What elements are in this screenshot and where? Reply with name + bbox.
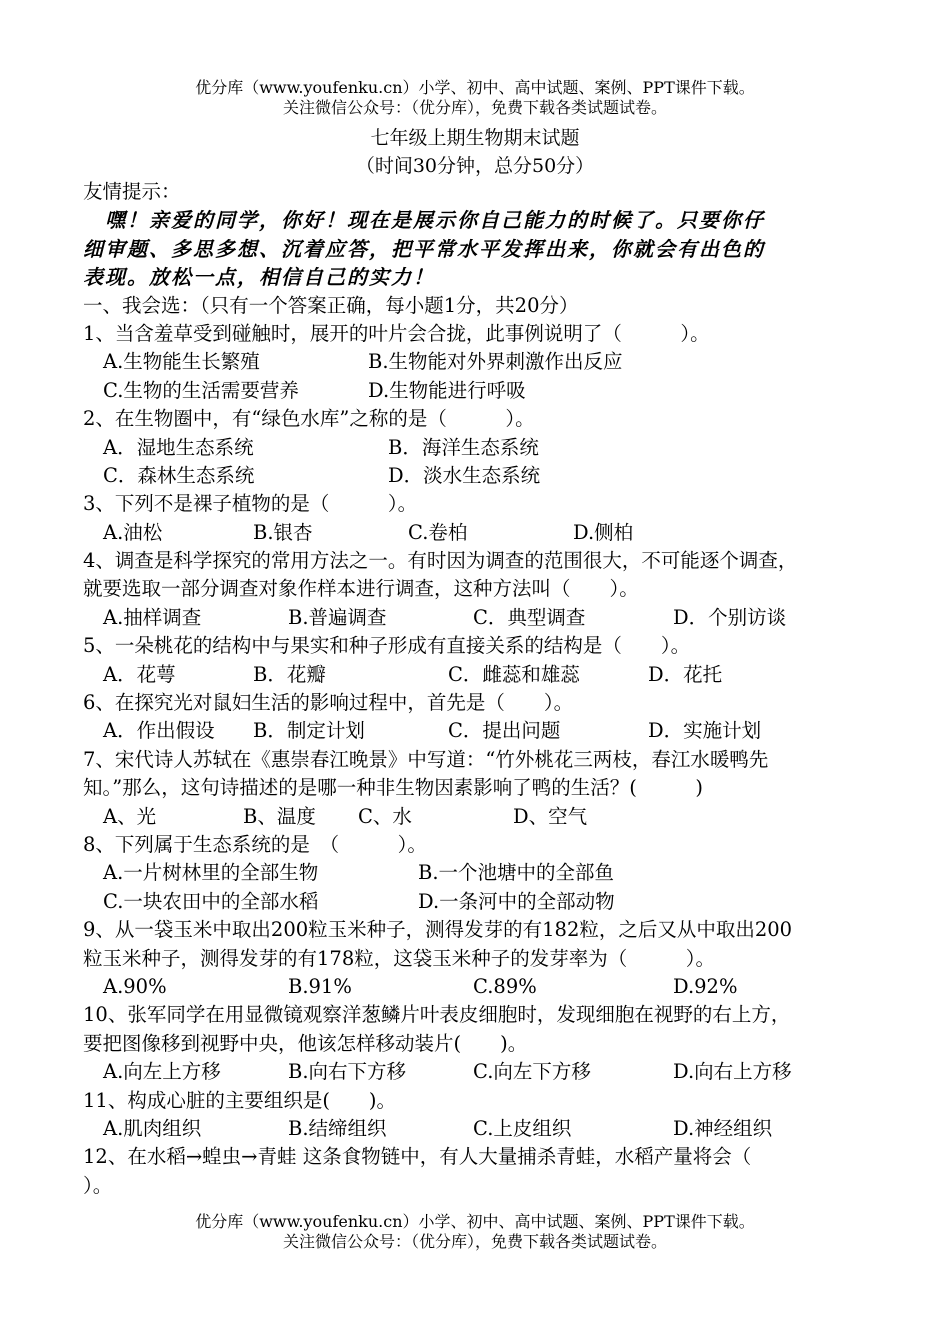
answer-option: D.侧柏 (573, 520, 634, 544)
answer-option: C.向左下方移 (473, 1060, 591, 1084)
answer-option: C．森林生态系统 (103, 463, 255, 487)
footer-line-1: 优分库（www.youfenku.cn）小学、初中、高中试题、案例、PPT课件下载。 (195, 1212, 755, 1231)
answer-option: C.89% (473, 974, 537, 998)
question-7 (83, 746, 883, 831)
question-text: 12、在水稻→蝗虫→青蛙 这条食物链中，有人大量捕杀青蛙，水稻产量将会（ (83, 1145, 752, 1169)
exam-subtitle: （时间30分钟，总分50分） (355, 155, 595, 177)
question-text: 10、张军同学在用显微镜观察洋葱鳞片叶表皮细胞时，发现细胞在视野的右上方， (83, 1003, 791, 1027)
option-row (83, 888, 883, 916)
option-row (83, 519, 883, 547)
answer-option: C.生物的生活需要营养 (103, 378, 299, 402)
answer-option: B.普遍调查 (288, 605, 387, 629)
question-8 (83, 831, 883, 916)
answer-option: A.生物能生长繁殖 (103, 350, 260, 374)
answer-option: C．雌蕊和雄蕊 (448, 662, 580, 686)
answer-option: C、水 (358, 804, 412, 828)
answer-option: D．淡水生态系统 (388, 463, 541, 487)
header-line-1: 优分库（www.youfenku.cn）小学、初中、高中试题、案例、PPT课件下载。 (195, 78, 755, 97)
header-line-2: 关注微信公众号：（优分库），免费下载各类试题试卷。 (282, 98, 667, 117)
option-row (83, 661, 883, 689)
question-text: 11、构成心脏的主要组织是( )。 (83, 1088, 397, 1112)
question-9 (83, 916, 883, 1001)
option-row (83, 803, 883, 831)
question-text: 就要选取一部分调查对象作样本进行调查，这种方法叫（ ）。 (83, 577, 639, 601)
question-text: 1、当含羞草受到碰触时，展开的叶片会合拢，此事例说明了（ ）。 (83, 321, 710, 345)
answer-option: D.92% (673, 974, 738, 998)
question-3 (83, 490, 883, 547)
answer-option: B.生物能对外界刺激作出反应 (368, 350, 623, 374)
answer-option: C.一块农田中的全部水稻 (103, 889, 319, 913)
answer-option: B．海洋生态系统 (388, 435, 539, 459)
answer-option: D.一条河中的全部动物 (418, 889, 615, 913)
question-4 (83, 547, 883, 632)
tip-line-3: 表现。放松一点，相信自己的实力！ (83, 265, 435, 290)
option-row (83, 604, 883, 632)
answer-option: A.向左上方移 (103, 1060, 221, 1084)
answer-option: D．花托 (648, 662, 723, 686)
question-5 (83, 632, 883, 689)
answer-option: A.90% (103, 974, 167, 998)
page-footer (0, 1212, 950, 1252)
answer-option: A．作出假设 (103, 719, 215, 743)
question-2 (83, 405, 883, 490)
option-row (83, 1058, 883, 1086)
question-text: 4、调查是科学探究的常用方法之一。有时因为调查的范围很大，不可能逐个调查， (83, 549, 798, 573)
answer-option: B.银杏 (253, 520, 313, 544)
question-list (83, 320, 883, 1200)
answer-option: C.卷柏 (408, 520, 468, 544)
answer-option: A、光 (103, 804, 157, 828)
answer-option: A．花萼 (103, 662, 176, 686)
tip-line-2: 细审题、多思多想、沉着应答，把平常水平发挥出来，你就会有出色的 (83, 236, 765, 261)
answer-option: B、温度 (243, 804, 316, 828)
answer-option: A.肌肉组织 (103, 1116, 202, 1140)
answer-option: D.向右上方移 (673, 1060, 792, 1084)
section-heading: 一、我会选：（只有一个答案正确，每小题1分，共20分） (83, 293, 579, 317)
answer-option: C．典型调查 (473, 605, 586, 629)
tip-label: 友情提示： (83, 180, 181, 203)
question-12 (83, 1143, 883, 1200)
answer-option: B.91% (288, 974, 352, 998)
answer-option: B．花瓣 (253, 662, 326, 686)
answer-option: D．个别访谈 (673, 605, 787, 629)
question-text: 9、从一袋玉米中取出200粒玉米种子，测得发芽的有182粒，之后又从中取出200 (83, 918, 793, 942)
answer-option: A.抽样调查 (103, 605, 202, 629)
answer-option: D．实施计划 (648, 719, 762, 743)
tip-line-1: 嘿！亲爱的同学，你好！现在是展示你自己能力的时候了。只要你仔 (105, 208, 765, 233)
option-row (83, 348, 883, 376)
question-text: 5、一朵桃花的结构中与果实和种子形成有直接关系的结构是（ ）。 (83, 634, 691, 658)
question-text: 7、宋代诗人苏轼在《惠崇春江晚景》中写道：“竹外桃花三两枝，春江水暖鸭先 (83, 747, 769, 771)
option-row (83, 462, 883, 490)
question-10 (83, 1001, 883, 1086)
question-1 (83, 320, 883, 405)
question-text: 要把图像移到视野中央，他该怎样移动装片( )。 (83, 1031, 528, 1055)
question-11 (83, 1087, 883, 1144)
option-row (83, 717, 883, 745)
answer-option: C.上皮组织 (473, 1116, 572, 1140)
answer-option: A.油松 (103, 520, 163, 544)
answer-option: B.一个池塘中的全部鱼 (418, 861, 615, 885)
exam-body (83, 178, 883, 1200)
footer-line-2: 关注微信公众号：（优分库），免费下载各类试题试卷。 (282, 1232, 667, 1251)
answer-option: B．制定计划 (253, 719, 365, 743)
answer-option: D、空气 (513, 804, 588, 828)
answer-option: B.结缔组织 (288, 1116, 387, 1140)
answer-option: D.神经组织 (673, 1116, 773, 1140)
page-header (0, 78, 950, 118)
option-row (83, 973, 883, 1001)
question-text: 知。”那么，这句诗描述的是哪一种非生物因素影响了鸭的生活？( ) (83, 776, 703, 800)
question-text: 粒玉米种子，测得发芽的有178粒，这袋玉米种子的发芽率为（ ）。 (83, 946, 715, 970)
answer-option: A．湿地生态系统 (103, 435, 254, 459)
question-text: 6、在探究光对鼠妇生活的影响过程中，首先是（ ）。 (83, 691, 574, 715)
question-6 (83, 689, 883, 746)
option-row (83, 434, 883, 462)
option-row (83, 377, 883, 405)
option-row (83, 859, 883, 887)
answer-option: A.一片树林里的全部生物 (103, 861, 319, 885)
option-row (83, 1115, 883, 1143)
question-text: 3、下列不是裸子植物的是（ ）。 (83, 492, 418, 516)
question-text: ）。 (83, 1173, 113, 1197)
question-text: 2、在生物圈中，有“绿色水库”之称的是（ ）。 (83, 407, 535, 431)
answer-option: C．提出问题 (448, 719, 561, 743)
answer-option: D.生物能进行呼吸 (368, 378, 526, 402)
answer-option: B.向右下方移 (288, 1060, 407, 1084)
exam-title: 七年级上期生物期末试题 (370, 127, 580, 149)
question-text: 8、下列属于生态系统的是 （ ）。 (83, 832, 427, 856)
